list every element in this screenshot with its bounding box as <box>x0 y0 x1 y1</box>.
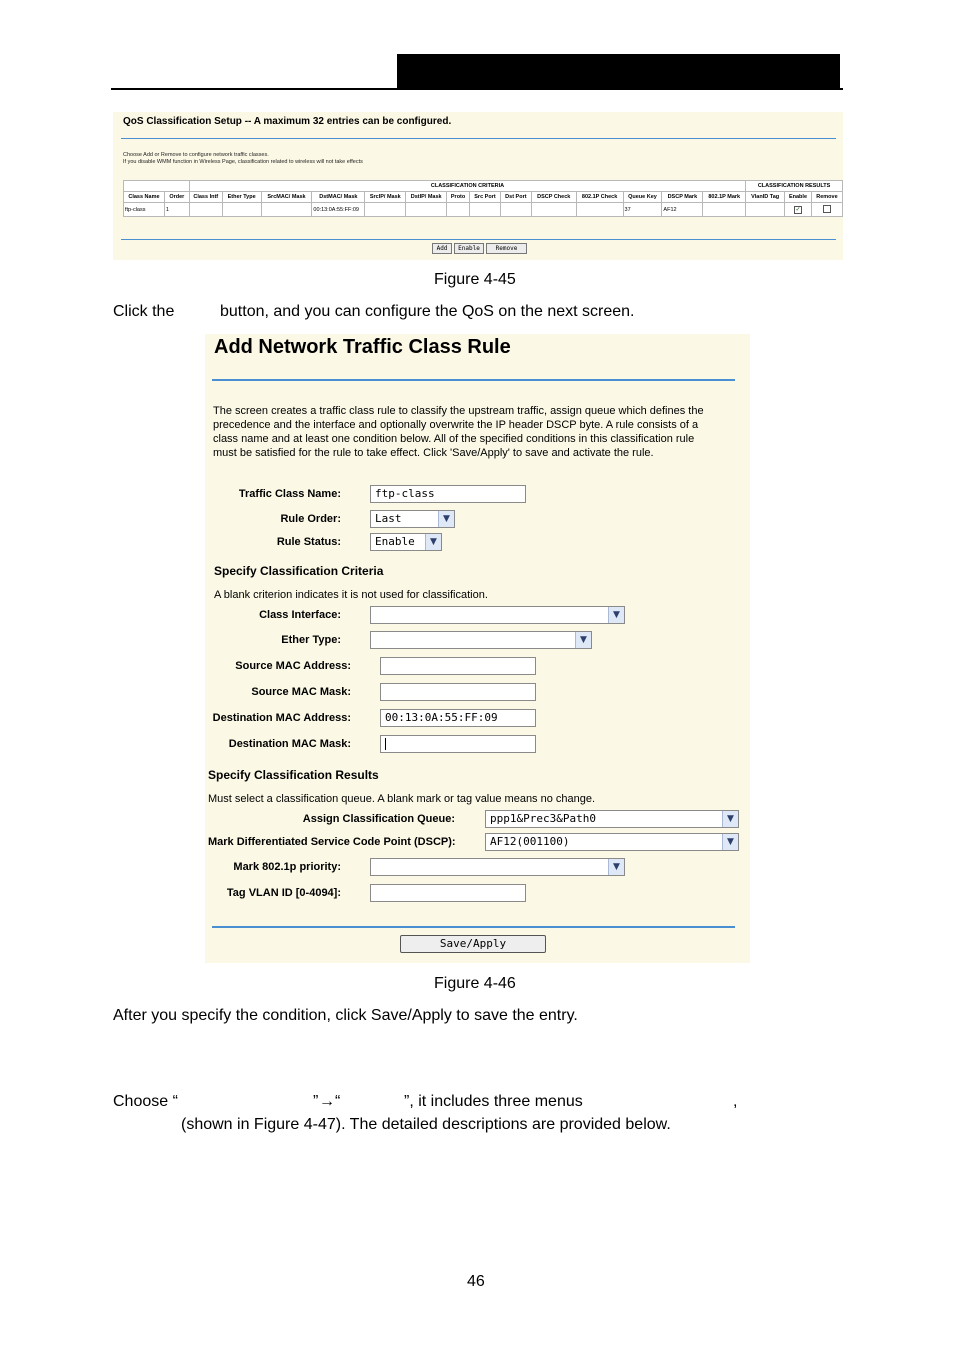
vlan-field[interactable] <box>370 884 526 902</box>
group-results: CLASSIFICATION RESULTS <box>746 181 843 192</box>
chevron-down-icon: ▼ <box>425 534 441 550</box>
col-header: Class Intf <box>189 192 222 203</box>
table-row <box>124 203 843 217</box>
divider <box>212 926 735 928</box>
traffic-class-name-label: Traffic Class Name: <box>238 488 341 500</box>
col-header: DstIP/ Mask <box>406 192 447 203</box>
col-header: Enable <box>785 192 812 203</box>
header-bar <box>397 54 840 88</box>
col-header: Queue Key <box>623 192 662 203</box>
remove-button[interactable]: Remove <box>486 243 527 254</box>
chevron-down-icon: ▼ <box>608 859 624 875</box>
choose-part-4: ”, it includes three menus <box>404 1093 583 1110</box>
src-mask-label: Source MAC Mask: <box>251 686 351 698</box>
chevron-down-icon: ▼ <box>722 834 738 850</box>
after-text: After you specify the condition, click Save/Apply to save the entry. <box>113 1007 578 1024</box>
src-mac-label: Source MAC Address: <box>235 660 351 672</box>
col-header: DSCP Mark <box>662 192 703 203</box>
src-mac-field[interactable] <box>380 657 536 675</box>
choose-part-5: , <box>733 1093 738 1110</box>
cell-dst-mac: 00:13:0A:55:FF:09 <box>312 203 365 217</box>
choose-part-3: “ <box>335 1093 341 1110</box>
cell-class-name: ftp-class <box>124 203 165 217</box>
ether-type-label: Ether Type: <box>281 634 341 646</box>
col-header: DSCP Check <box>531 192 576 203</box>
page-number: 46 <box>467 1273 485 1290</box>
col-header: Src Port <box>470 192 501 203</box>
class-interface-label: Class Interface: <box>259 609 341 621</box>
col-header: DstMAC/ Mask <box>312 192 365 203</box>
dst-mac-field[interactable]: 00:13:0A:55:FF:09 <box>380 709 536 727</box>
chevron-down-icon: ▼ <box>722 811 738 827</box>
remove-checkbox[interactable] <box>823 205 831 213</box>
cell-dscp-mark: AF12 <box>662 203 703 217</box>
rule-status-select[interactable]: Enable ▼ <box>370 533 442 551</box>
enable-button[interactable]: Enable <box>454 243 484 254</box>
group-criteria: CLASSIFICATION CRITERIA <box>189 181 745 192</box>
col-header: 802.1P Mark <box>703 192 746 203</box>
cell-order: 1 <box>164 203 189 217</box>
col-header: Order <box>164 192 189 203</box>
setup-note-2: If you disable WMM function in Wireless Page, classification related to wireless will not take effects <box>123 159 363 165</box>
enable-checkbox[interactable]: ✓ <box>795 206 801 213</box>
chevron-down-icon: ▼ <box>575 632 591 648</box>
mark-8021p-label: Mark 802.1p priority: <box>233 861 341 873</box>
divider <box>121 239 836 240</box>
src-mask-field[interactable] <box>380 683 536 701</box>
figure-caption: Figure 4-46 <box>434 975 516 992</box>
divider <box>212 379 735 381</box>
figure-4-46-screenshot <box>205 334 750 963</box>
chevron-down-icon: ▼ <box>608 607 624 623</box>
col-header: SrcMAC/ Mask <box>261 192 312 203</box>
assign-queue-select[interactable]: ppp1&Prec3&Path0 ▼ <box>485 810 739 828</box>
figure-caption: Figure 4-45 <box>434 271 516 288</box>
description: The screen creates a traffic class rule to classify the upstream traffic, assign queue which defines the precedence and the interface and optionally overwrite the IP header DSCP byte. A rule consists of a class name and at least one condition below. All of the specified conditions in this classification rule must be satisfied for the rule to take effect. Click 'Save/Apply' to save and activate the rule. <box>213 405 704 459</box>
vlan-label: Tag VLAN ID [0-4094]: <box>226 887 341 899</box>
ether-type-select[interactable] <box>370 631 592 649</box>
page-title: Add Network Traffic Class Rule <box>214 336 511 358</box>
instruction-prefix: Click the <box>113 303 175 320</box>
mark-8021p-select[interactable] <box>370 858 625 876</box>
setup-note-1: Choose Add or Remove to configure network traffic classes. <box>123 152 269 158</box>
header-rule <box>111 88 843 90</box>
instruction-suffix: button, and you can configure the QoS on the next screen. <box>220 303 635 320</box>
class-interface-select[interactable] <box>370 606 625 624</box>
dst-mask-label: Destination MAC Mask: <box>228 738 351 750</box>
col-header: Ether Type <box>222 192 261 203</box>
qos-setup-title: QoS Classification Setup -- A maximum 32 entries can be configured. <box>123 116 452 127</box>
col-header: Remove <box>811 192 842 203</box>
dst-mask-field[interactable] <box>380 735 536 753</box>
add-button[interactable]: Add <box>432 243 452 254</box>
criteria-hint: A blank criterion indicates it is not used for classification. <box>214 589 488 601</box>
shown-line: (shown in Figure 4-47). The detailed descriptions are provided below. <box>181 1116 671 1133</box>
chevron-down-icon: ▼ <box>438 511 454 527</box>
col-header: Dst Port <box>500 192 531 203</box>
results-hint: Must select a classification queue. A blank mark or tag value means no change. <box>208 793 596 805</box>
assign-queue-label: Assign Classification Queue: <box>302 813 455 825</box>
header-spacer <box>124 181 190 192</box>
cell-queue-key: 37 <box>623 203 662 217</box>
col-header: 802.1P Check <box>576 192 623 203</box>
rule-order-select[interactable]: Last ▼ <box>370 510 455 528</box>
dst-mac-label: Destination MAC Address: <box>212 712 351 724</box>
divider <box>121 138 836 139</box>
criteria-heading: Specify Classification Criteria <box>214 564 384 578</box>
dscp-select[interactable]: AF12(001100) ▼ <box>485 833 739 851</box>
arrow-icon: → <box>319 1093 335 1110</box>
dscp-label: Mark Differentiated Service Code Point (DSCP): <box>208 836 456 848</box>
results-heading: Specify Classification Results <box>208 768 379 782</box>
traffic-class-name-field[interactable]: ftp-class <box>370 485 526 503</box>
choose-part-1: Choose “ <box>113 1093 178 1110</box>
save-apply-button[interactable]: Save/Apply <box>400 935 546 953</box>
col-header: VlanID Tag <box>746 192 785 203</box>
text-caret <box>385 738 386 750</box>
choose-part-2: ” <box>313 1093 319 1110</box>
rule-status-label: Rule Status: <box>276 536 341 548</box>
col-header: Class Name <box>124 192 165 203</box>
col-header: SrcIP/ Mask <box>365 192 406 203</box>
figure-4-45-screenshot <box>113 112 843 260</box>
rule-order-label: Rule Order: <box>280 513 341 525</box>
col-header: Proto <box>447 192 470 203</box>
classification-table <box>123 180 843 217</box>
